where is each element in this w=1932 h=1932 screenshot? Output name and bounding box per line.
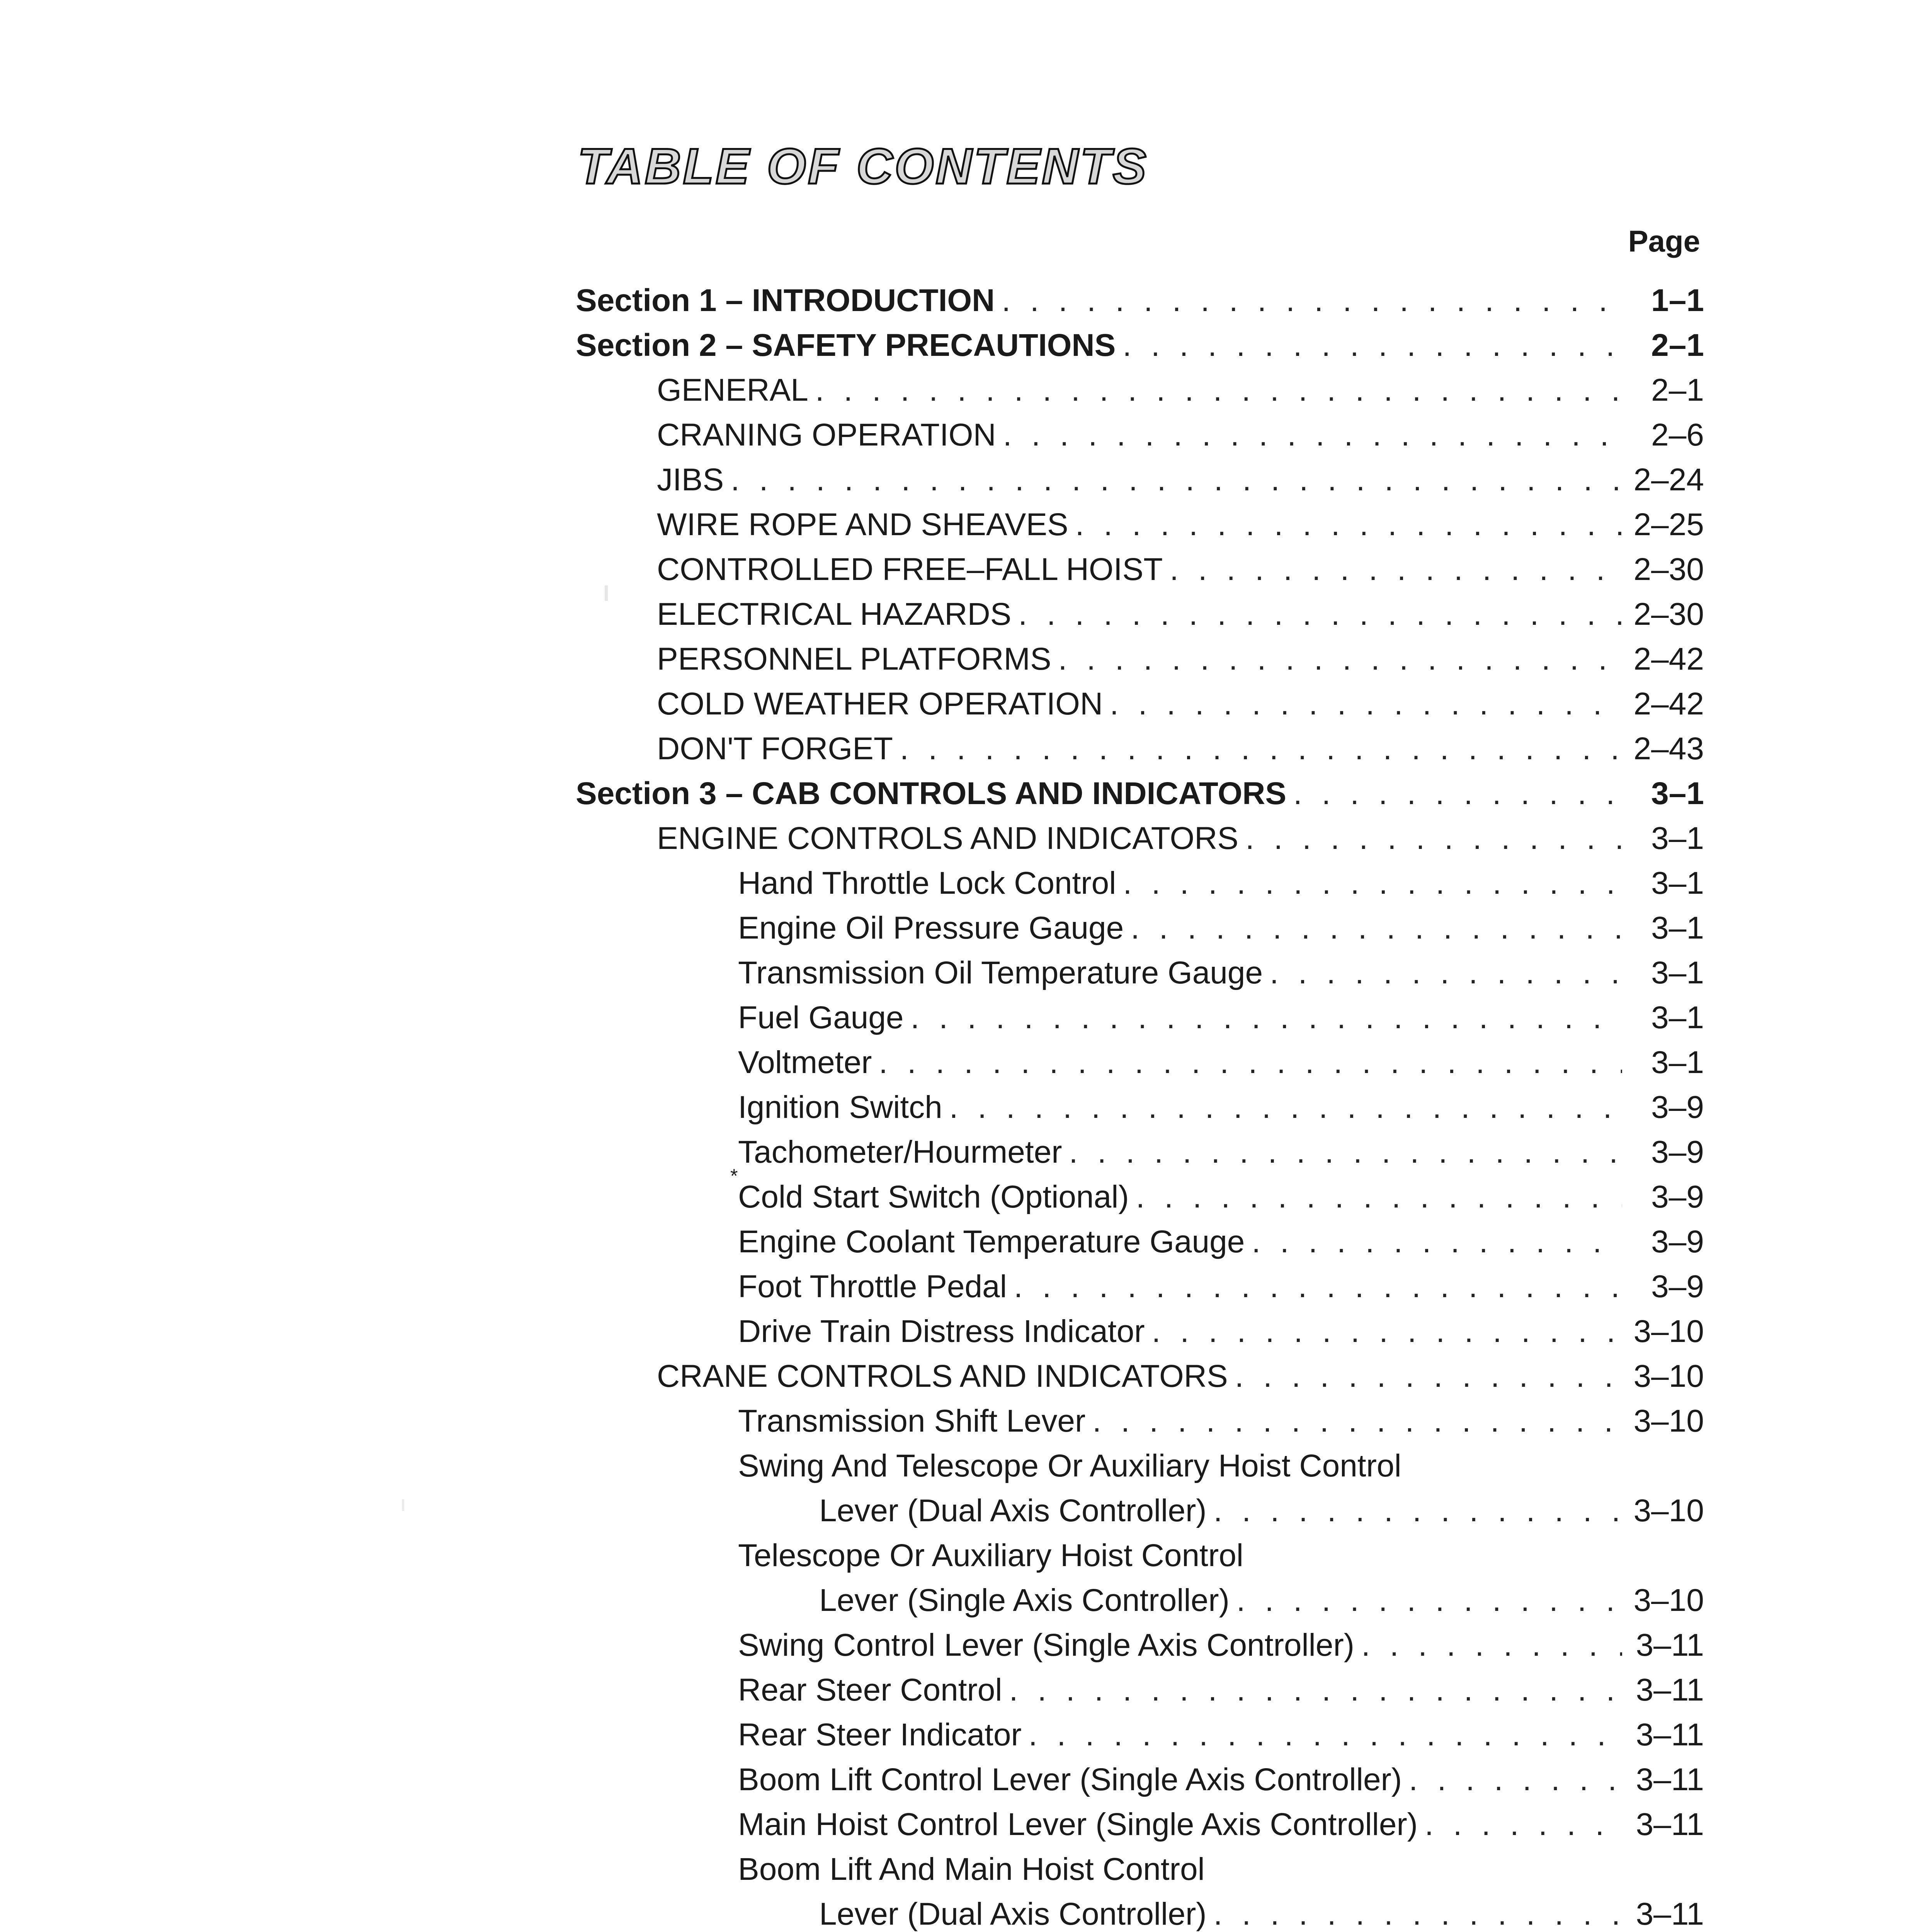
toc-entry-title: Engine Coolant Temperature Gauge <box>738 1224 1245 1259</box>
toc-entry-title: CRANE CONTROLS AND INDICATORS <box>657 1359 1228 1394</box>
toc-entry <box>576 1444 1704 1488</box>
toc-entry-page: 3–9 <box>1651 1224 1704 1259</box>
dot-leader <box>1236 1578 1622 1623</box>
toc-entry-page: 3–9 <box>1651 1179 1704 1214</box>
toc-entry-title: Rear Steer Control <box>738 1672 1002 1708</box>
toc-entry <box>576 323 1704 368</box>
toc-entry <box>576 1623 1704 1668</box>
scan-speck <box>402 1499 404 1511</box>
toc-entry-title: Tachometer/Hourmeter <box>738 1134 1062 1170</box>
dot-leader <box>1029 1713 1622 1757</box>
toc-entry-title: Fuel Gauge <box>738 1000 904 1035</box>
toc-entry-page: 3–1 <box>1651 821 1704 856</box>
toc-entry-title: WIRE ROPE AND SHEAVES <box>657 507 1068 542</box>
dot-leader <box>1270 951 1622 995</box>
toc-entry-title: Rear Steer Indicator <box>738 1717 1022 1752</box>
toc-entry-page: 1–1 <box>1651 283 1704 318</box>
toc-entry-title: Lever (Single Axis Controller) <box>819 1583 1230 1618</box>
dot-leader <box>1009 1668 1622 1713</box>
toc-entry-title: Section 3 – CAB CONTROLS AND INDICATORS <box>576 776 1287 811</box>
toc-entry-page: 3–11 <box>1636 1672 1704 1708</box>
toc-entry <box>576 368 1704 413</box>
toc-entry-title: Swing Control Lever (Single Axis Controller) <box>738 1628 1355 1663</box>
dot-leader <box>1014 1264 1622 1309</box>
dot-leader <box>1092 1399 1622 1444</box>
toc-entry <box>576 547 1704 592</box>
toc-entry <box>576 682 1704 726</box>
toc-entry <box>576 1399 1704 1444</box>
toc-entry-page: 2–6 <box>1651 417 1704 452</box>
toc-entry-title: Telescope Or Auxiliary Hoist Control <box>738 1538 1243 1573</box>
toc-entry-title: DON'T FORGET <box>657 731 893 766</box>
toc-entry <box>576 278 1704 323</box>
dot-leader <box>1003 413 1622 457</box>
toc-entry-page: 3–10 <box>1633 1493 1704 1528</box>
toc-entry <box>576 771 1704 816</box>
toc-entry <box>576 1219 1704 1264</box>
toc-entry-page: 2–24 <box>1633 462 1704 497</box>
dot-leader <box>1136 1175 1622 1219</box>
toc-entry <box>576 1847 1704 1892</box>
dot-leader <box>1131 906 1622 951</box>
dot-leader <box>815 368 1622 413</box>
dot-leader <box>731 457 1622 502</box>
toc-entry-page: 3–11 <box>1636 1762 1704 1797</box>
dot-leader <box>1058 637 1622 682</box>
toc-entry-title: Transmission Shift Lever <box>738 1403 1086 1439</box>
dot-leader <box>1361 1623 1622 1668</box>
dot-leader <box>1214 1892 1622 1932</box>
toc-entry-page: 3–1 <box>1651 910 1704 946</box>
toc-entry-page: 2–43 <box>1633 731 1704 766</box>
toc-entry-title: GENERAL <box>657 372 808 408</box>
toc-entry-title: Engine Oil Pressure Gauge <box>738 910 1124 946</box>
toc-entry-page: 3–1 <box>1651 955 1704 990</box>
toc-entry-title: Main Hoist Control Lever (Single Axis Controller) <box>738 1807 1418 1842</box>
toc-entry-page: 2–42 <box>1633 686 1704 721</box>
toc-entry <box>576 1264 1704 1309</box>
toc-entry-title: Boom Lift Control Lever (Single Axis Controller) <box>738 1762 1402 1797</box>
entry-marker: * <box>730 1165 738 1187</box>
dot-leader <box>1252 1219 1622 1264</box>
dot-leader <box>1152 1309 1622 1354</box>
dot-leader <box>1122 323 1622 368</box>
toc-entry <box>576 906 1704 951</box>
toc-entry <box>576 413 1704 457</box>
dot-leader <box>1214 1488 1622 1533</box>
dot-leader <box>1245 816 1622 861</box>
toc-entry <box>576 861 1704 906</box>
toc-entry <box>576 592 1704 637</box>
toc-entry-title: Hand Throttle Lock Control <box>738 866 1116 901</box>
toc-entry <box>576 1757 1704 1802</box>
toc-entry <box>576 1130 1704 1175</box>
toc-entry <box>576 1802 1704 1847</box>
toc-entry <box>576 1713 1704 1757</box>
toc-entry-title: Cold Start Switch (Optional) <box>738 1179 1129 1214</box>
toc-entry-title: ELECTRICAL HAZARDS <box>657 597 1012 632</box>
dot-leader <box>900 726 1622 771</box>
toc-entry-page: 2–30 <box>1633 552 1704 587</box>
toc-entry-title: Boom Lift And Main Hoist Control <box>738 1852 1205 1887</box>
toc-entry-page: 3–9 <box>1651 1269 1704 1304</box>
toc-entry-title: CRANING OPERATION <box>657 417 996 452</box>
toc-entry-page: 3–9 <box>1651 1134 1704 1170</box>
dot-leader <box>911 995 1622 1040</box>
toc-entry-title: PERSONNEL PLATFORMS <box>657 641 1051 677</box>
dot-leader <box>1170 547 1622 592</box>
toc-entry-title: Swing And Telescope Or Auxiliary Hoist Control <box>738 1448 1401 1483</box>
toc-entry-title: Voltmeter <box>738 1045 872 1080</box>
dot-leader <box>1409 1757 1622 1802</box>
toc-entry <box>576 1165 1704 1219</box>
toc-entry-page: 2–1 <box>1651 372 1704 408</box>
dot-leader <box>1293 771 1622 816</box>
document-title: TABLE OF CONTENTS <box>578 138 1148 194</box>
toc-entry-title: ENGINE CONTROLS AND INDICATORS <box>657 821 1239 856</box>
toc-entry-title: Lever (Dual Axis Controller) <box>819 1493 1207 1528</box>
toc-entry-page: 3–10 <box>1633 1403 1704 1439</box>
toc-entry <box>576 1085 1704 1130</box>
toc-entry-page: 3–1 <box>1651 776 1704 811</box>
toc-entry <box>576 995 1704 1040</box>
dot-leader <box>1123 861 1622 906</box>
toc-entry-page: 3–11 <box>1636 1628 1704 1663</box>
toc-entry <box>576 457 1704 502</box>
toc-entry-page: 3–10 <box>1633 1359 1704 1394</box>
toc-entry-page: 3–1 <box>1651 1000 1704 1035</box>
toc-entry-title: Transmission Oil Temperature Gauge <box>738 955 1263 990</box>
dot-leader <box>1075 502 1622 547</box>
dot-leader <box>1018 592 1622 637</box>
scan-speck <box>605 585 608 601</box>
dot-leader <box>1235 1354 1622 1399</box>
toc-entry-page: 3–11 <box>1636 1807 1704 1842</box>
toc-entry-title: Foot Throttle Pedal <box>738 1269 1007 1304</box>
toc-entry-page: 3–11 <box>1636 1717 1704 1752</box>
toc-entry-page: 2–1 <box>1651 328 1704 363</box>
dot-leader <box>949 1085 1622 1130</box>
toc-entry-title: COLD WEATHER OPERATION <box>657 686 1103 721</box>
toc-entry-page: 3–1 <box>1651 866 1704 901</box>
toc-entry-title: Section 2 – SAFETY PRECAUTIONS <box>576 328 1116 363</box>
dot-leader <box>1069 1130 1622 1175</box>
toc-entry <box>576 637 1704 682</box>
toc-entry-page: 2–42 <box>1633 641 1704 677</box>
toc-entry <box>576 1892 1704 1932</box>
dot-leader <box>1110 682 1622 726</box>
toc-entry-title: Lever (Dual Axis Controller) <box>819 1896 1207 1932</box>
toc-entry <box>576 1309 1704 1354</box>
dot-leader <box>1425 1802 1622 1847</box>
dot-leader <box>879 1040 1622 1085</box>
toc-entry <box>576 1040 1704 1085</box>
toc-entry-page: 2–30 <box>1633 597 1704 632</box>
page-column-label: Page <box>1628 224 1700 258</box>
toc-entry-title: JIBS <box>657 462 724 497</box>
toc-entry-page: 3–9 <box>1651 1090 1704 1125</box>
toc-entry <box>576 1668 1704 1713</box>
toc-entry <box>576 726 1704 771</box>
dot-leader <box>1002 278 1622 323</box>
toc-entry <box>576 1488 1704 1533</box>
toc-entry <box>576 951 1704 995</box>
toc-entry-page: 3–10 <box>1633 1314 1704 1349</box>
toc-entry-page: 3–10 <box>1633 1583 1704 1618</box>
toc-entry-title: Drive Train Distress Indicator <box>738 1314 1145 1349</box>
toc-entry <box>576 816 1704 861</box>
toc-entry-title: CONTROLLED FREE–FALL HOIST <box>657 552 1163 587</box>
toc-entry <box>576 1533 1704 1578</box>
toc-entry-title: Section 1 – INTRODUCTION <box>576 283 995 318</box>
toc-entry-title: Ignition Switch <box>738 1090 942 1125</box>
toc-entry <box>576 1354 1704 1399</box>
toc-entry-page: 2–25 <box>1633 507 1704 542</box>
toc-entry <box>576 502 1704 547</box>
table-of-contents <box>576 278 1704 1932</box>
toc-entry-page: 3–1 <box>1651 1045 1704 1080</box>
toc-entry <box>576 1578 1704 1623</box>
toc-entry-page: 3–11 <box>1636 1896 1704 1932</box>
